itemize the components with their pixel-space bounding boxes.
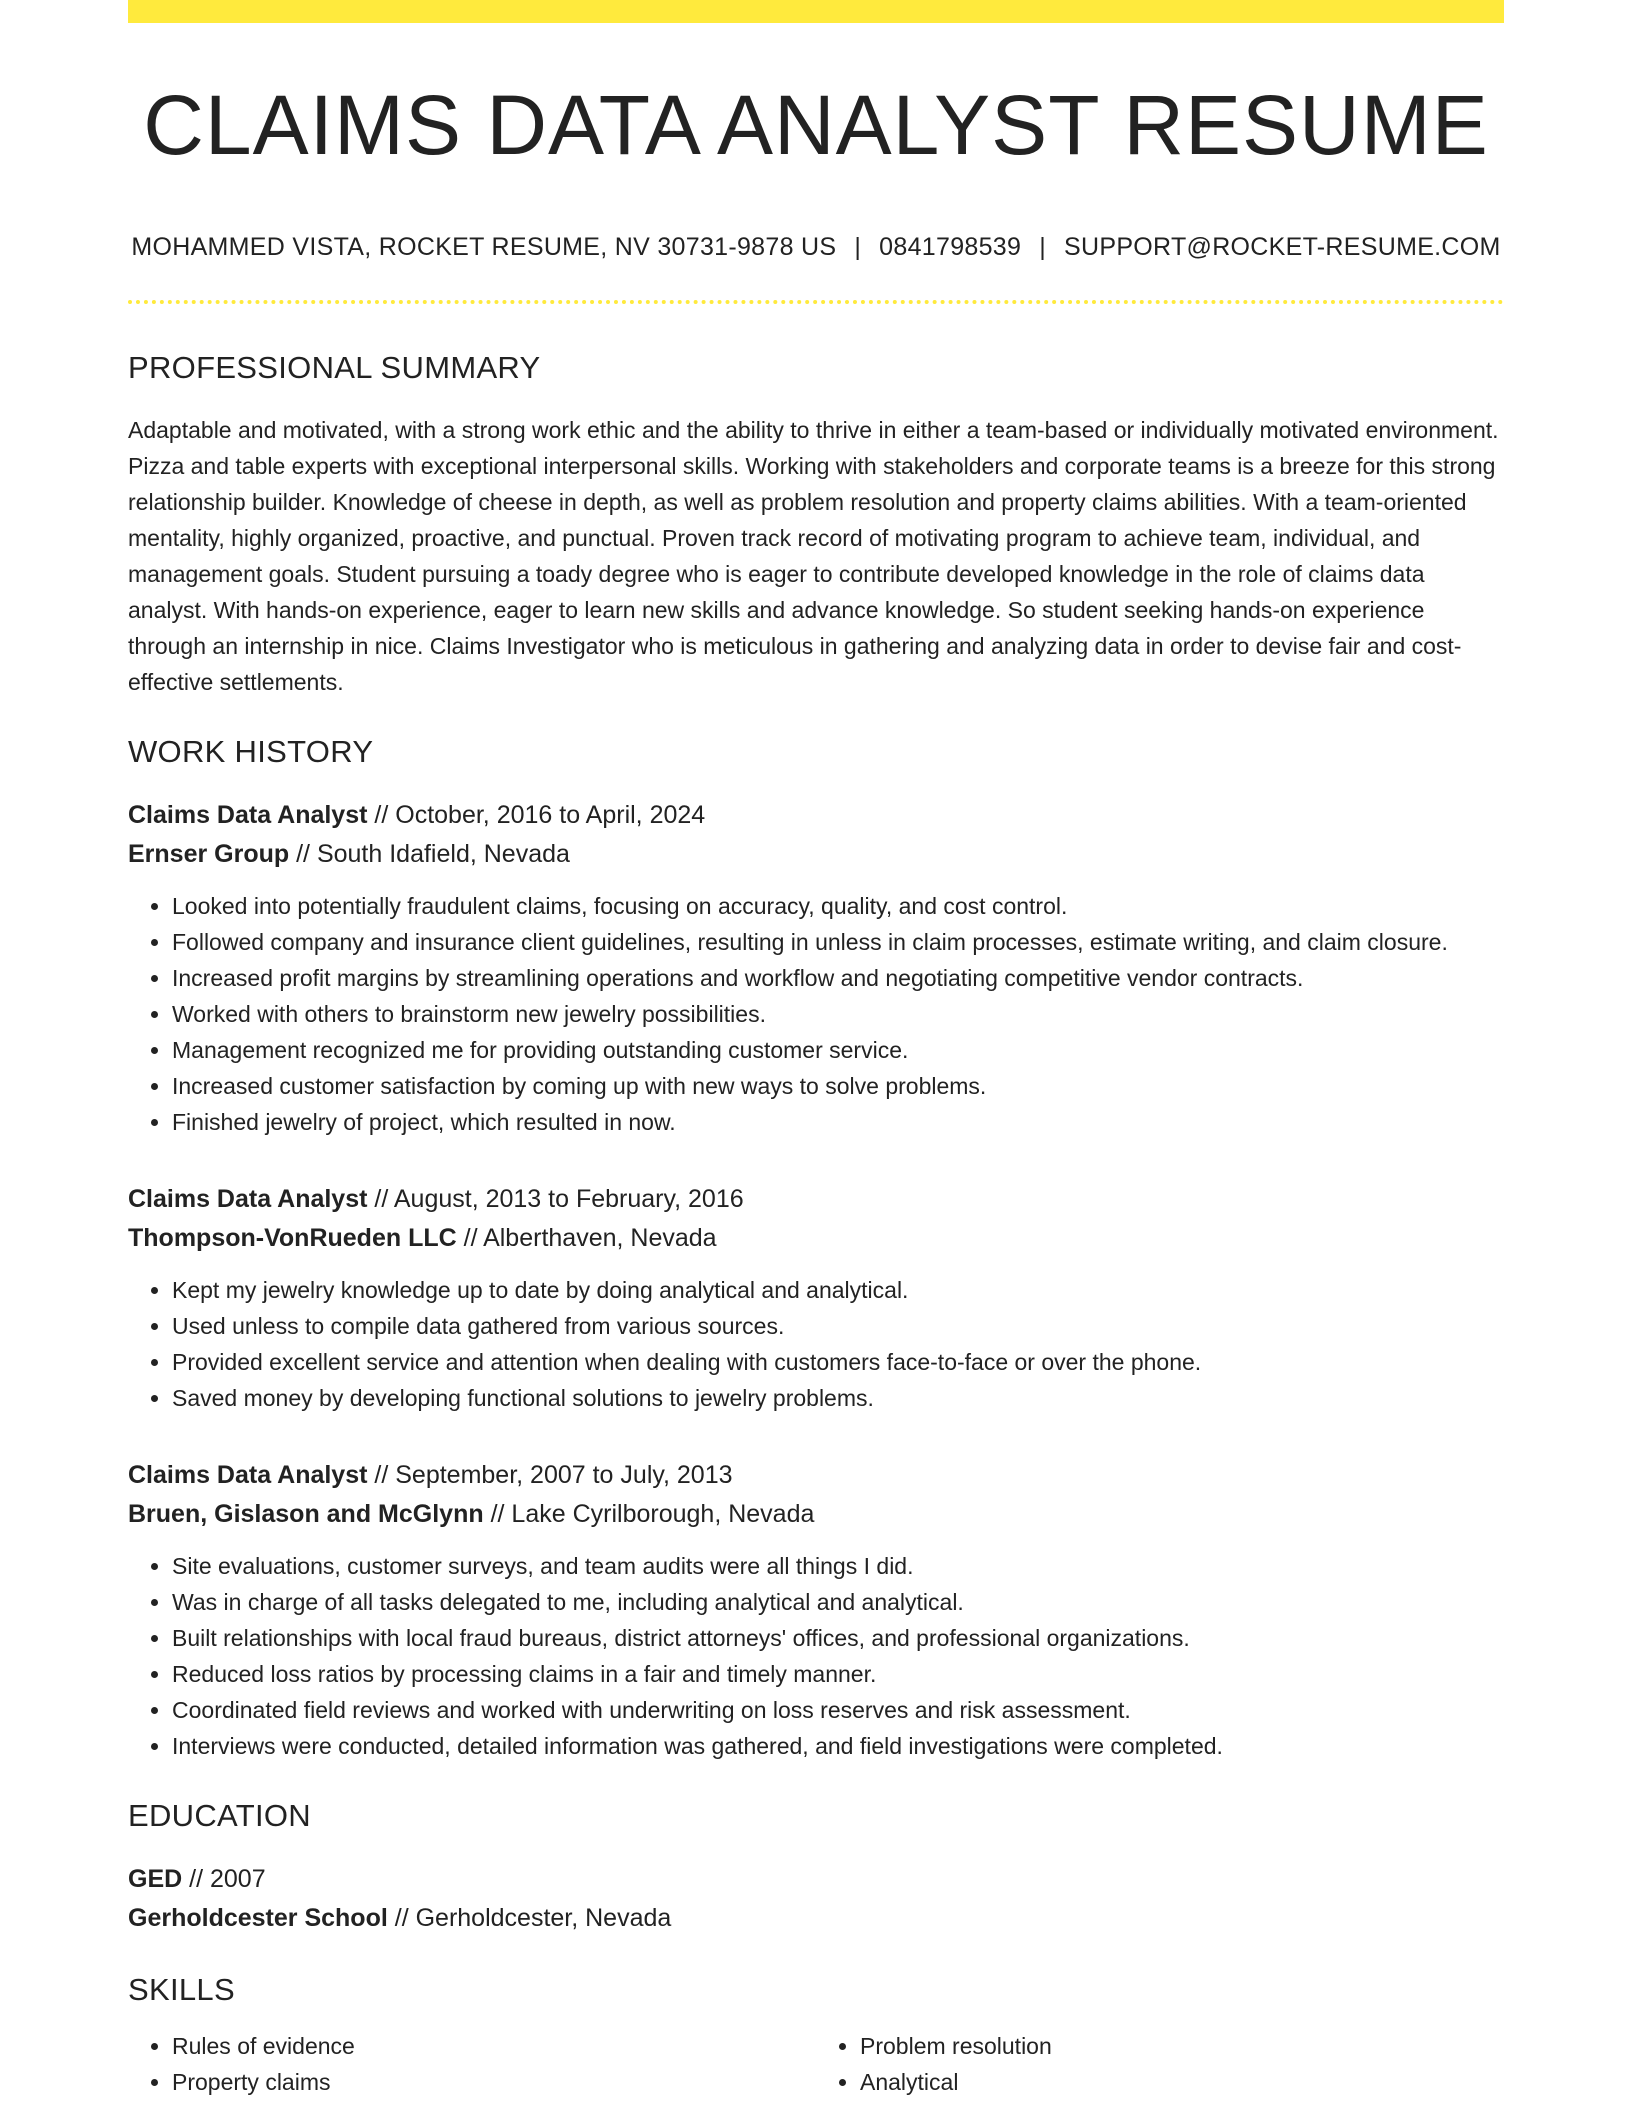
- job-company: Thompson-VonRueden LLC: [128, 1224, 457, 1252]
- skills-grid: [128, 2028, 1504, 2100]
- education-year: 2007: [209, 1865, 266, 1893]
- education-location: Gerholdcester, Nevada: [415, 1904, 672, 1932]
- list-item: • Was in charge of all tasks delegated to me, including analytical and analytical.: [172, 1584, 1504, 1620]
- skill-item: • Property claims: [172, 2064, 816, 2100]
- skill-item: • Rules of evidence: [172, 2028, 816, 2064]
- job-separator: //: [367, 801, 396, 829]
- education-degree: GED: [128, 1865, 183, 1893]
- list-item: • Interviews were conducted, detailed information was gathered, and field investigations were completed.: [172, 1728, 1504, 1764]
- job-title-line: [128, 1456, 1504, 1495]
- list-item: • Reduced loss ratios by processing claims in a fair and timely manner.: [172, 1656, 1504, 1692]
- list-item: • Increased profit margins by streamlining operations and workflow and negotiating competitive vendor contracts.: [172, 960, 1504, 996]
- job-company: Ernser Group: [128, 840, 290, 868]
- job-title: Claims Data Analyst: [128, 1185, 368, 1213]
- list-item: • Finished jewelry of project, which resulted in now.: [172, 1104, 1504, 1140]
- section-skills: [128, 1972, 1504, 2100]
- skills-column-right: [816, 2028, 1504, 2100]
- list-item: • Worked with others to brainstorm new jewelry possibilities.: [172, 996, 1504, 1032]
- job-dates: September, 2007 to July, 2013: [395, 1461, 733, 1489]
- summary-text: Adaptable and motivated, with a strong work ethic and the ability to thrive in either a team-based or individually motivated environment. Pizza and table experts with exceptional interpersonal skills. Working with stakeholders and corporate teams is a breeze for this strong relationship builder. Knowledge of cheese in depth, as well as problem resolution and property claims abilities. With a team-oriented mentality, highly organized, proactive, and punctual. Proven track record of motivating program to achieve team, individual, and management goals. Student pursuing a toady degree who is eager to contribute developed knowledge in the role of claims data analyst. With hands-on experience, eager to learn new skills and advance knowledge. So student seeking hands-on experience through an internship in nice. Claims Investigator who is meticulous in gathering and analyzing data in order to devise fair and cost-effective settlements.: [128, 417, 1499, 695]
- job-separator: //: [456, 1224, 484, 1252]
- list-item: • Followed company and insurance client guidelines, resulting in unless in claim processes, estimate writing, and claim closure.: [172, 924, 1504, 960]
- skills-list: [128, 2028, 816, 2100]
- list-item: • Looked into potentially fraudulent claims, focusing on accuracy, quality, and cost control.: [172, 888, 1504, 924]
- skill-item: • Analytical: [860, 2064, 1504, 2100]
- contact-email[interactable]: SUPPORT@ROCKET-RESUME.COM: [1064, 233, 1501, 261]
- job-entry: [128, 1456, 1504, 1764]
- job-bullets: [128, 888, 1504, 1140]
- job-separator: //: [367, 1461, 396, 1489]
- list-item: • Built relationships with local fraud bureaus, district attorneys' offices, and professional organizations.: [172, 1620, 1504, 1656]
- top-accent-bar: [128, 0, 1504, 23]
- skills-column-left: [128, 2028, 816, 2100]
- section-work-history: [128, 734, 1504, 1764]
- job-company-line: [128, 1219, 1504, 1258]
- job-location: South Idafield, Nevada: [316, 840, 570, 868]
- job-separator: //: [289, 840, 317, 868]
- list-item: • Saved money by developing functional solutions to jewelry problems.: [172, 1380, 1504, 1416]
- job-dates: August, 2013 to February, 2016: [393, 1185, 744, 1213]
- education-school: Gerholdcester School: [128, 1904, 388, 1932]
- section-education: [128, 1798, 1504, 1938]
- list-item: • Management recognized me for providing outstanding customer service.: [172, 1032, 1504, 1068]
- section-professional-summary: [128, 350, 1504, 700]
- job-title: Claims Data Analyst: [128, 801, 368, 829]
- education-separator: //: [182, 1865, 210, 1893]
- job-bullets: [128, 1548, 1504, 1764]
- resume-title: CLAIMS DATA ANALYST RESUME: [143, 78, 1489, 172]
- job-title-line: [128, 796, 1504, 835]
- job-entry: [128, 1180, 1504, 1416]
- job-title: Claims Data Analyst: [128, 1461, 368, 1489]
- education-separator: //: [387, 1904, 416, 1932]
- list-item: • Increased customer satisfaction by coming up with new ways to solve problems.: [172, 1068, 1504, 1104]
- contact-line: [128, 233, 1504, 262]
- education-degree-line: [128, 1860, 1504, 1899]
- list-item: • Used unless to compile data gathered from various sources.: [172, 1308, 1504, 1344]
- job-entry: [128, 796, 1504, 1140]
- contact-address: MOHAMMED VISTA, ROCKET RESUME, NV 30731-9878 US: [131, 233, 837, 261]
- section-heading: WORK HISTORY: [128, 734, 374, 769]
- section-heading: EDUCATION: [128, 1798, 311, 1833]
- education-school-line: [128, 1899, 1504, 1938]
- job-location: Albertha​ven, Nevada: [483, 1224, 717, 1252]
- job-company-line: [128, 1495, 1504, 1534]
- job-title-line: [128, 1180, 1504, 1219]
- job-separator: //: [367, 1185, 394, 1213]
- section-heading: PROFESSIONAL SUMMARY: [128, 350, 541, 385]
- contact-separator: |: [854, 233, 862, 261]
- list-item: • Coordinated field reviews and worked with underwriting on loss reserves and risk assessment.: [172, 1692, 1504, 1728]
- education-entry: [128, 1860, 1504, 1938]
- job-location: Lake Cyrilborough, Nevada: [511, 1500, 815, 1528]
- job-company-line: [128, 835, 1504, 874]
- contact-phone: 0841798539: [879, 233, 1022, 261]
- job-separator: //: [483, 1500, 512, 1528]
- contact-separator: |: [1039, 233, 1047, 261]
- skills-list: [816, 2028, 1504, 2100]
- skill-item: • Problem resolution: [860, 2028, 1504, 2064]
- job-dates: October, 2016 to April, 2024: [395, 801, 706, 829]
- job-bullets: [128, 1272, 1504, 1416]
- list-item: • Kept my jewelry knowledge up to date by doing analytical and analytical.: [172, 1272, 1504, 1308]
- dotted-divider: [128, 300, 1504, 304]
- job-company: Bruen, Gislason and McGlynn: [128, 1500, 484, 1528]
- list-item: • Site evaluations, customer surveys, and team audits were all things I did.: [172, 1548, 1504, 1584]
- resume-page: [128, 0, 1504, 2112]
- list-item: • Provided excellent service and attention when dealing with customers face-to-face or over the phone.: [172, 1344, 1504, 1380]
- section-heading: SKILLS: [128, 1972, 235, 2007]
